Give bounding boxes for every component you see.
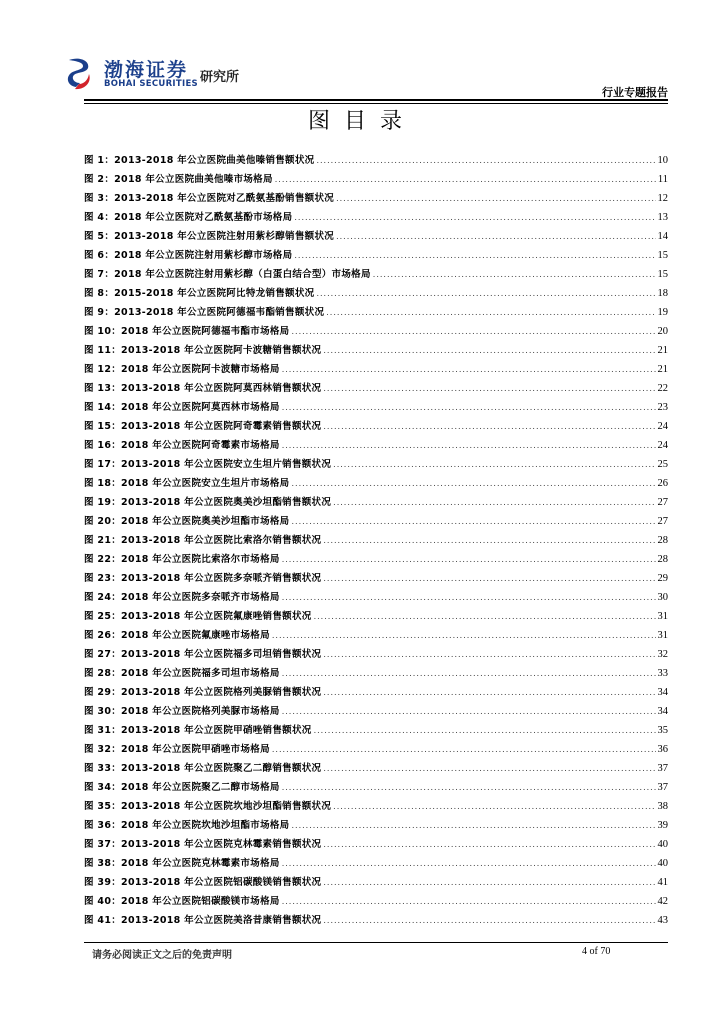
toc-dot-leader: [323, 916, 655, 925]
toc-entry-page: 33: [657, 668, 668, 679]
toc-entry-page: 35: [657, 725, 668, 736]
toc-dot-leader: [323, 422, 655, 431]
toc-entry-page: 18: [657, 288, 668, 299]
toc-entry[interactable]: [84, 684, 668, 703]
toc-entry[interactable]: [84, 665, 668, 684]
toc-entry[interactable]: [84, 171, 668, 190]
toc-entry-page: 22: [657, 383, 668, 394]
toc-entry-page: 34: [657, 687, 668, 698]
toc-dot-leader: [282, 365, 656, 374]
toc-entry-page: 27: [657, 516, 668, 527]
footer-disclaimer: 请务必阅读正文之后的免责声明: [92, 950, 232, 961]
toc-entry-label: 图 32：2018 年公立医院甲硝唑市场格局: [84, 744, 270, 755]
toc-entry-label: 图 36：2018 年公立医院坎地沙坦酯市场格局: [84, 820, 290, 831]
toc-entry-label: 图 21：2013-2018 年公立医院比索洛尔销售额状况: [84, 535, 322, 546]
toc-dot-leader: [282, 897, 656, 906]
toc-entry-label: 图 31：2013-2018 年公立医院甲硝唑销售额状况: [84, 725, 312, 736]
toc-entry[interactable]: [84, 342, 668, 361]
toc-entry-label: 图 12：2018 年公立医院阿卡波糖市场格局: [84, 364, 280, 375]
toc-entry[interactable]: [84, 741, 668, 760]
toc-entry[interactable]: [84, 380, 668, 399]
toc-entry-label: 图 1：2013-2018 年公立医院曲美他嗪销售额状况: [84, 155, 315, 166]
toc-entry-page: 13: [657, 212, 668, 223]
toc-entry-label: 图 10：2018 年公立医院阿德福韦酯市场格局: [84, 326, 290, 337]
toc-entry-label: 图 18：2018 年公立医院安立生坦片市场格局: [84, 478, 290, 489]
toc-entry[interactable]: [84, 323, 668, 342]
toc-dot-leader: [282, 555, 656, 564]
toc-entry-label: 图 6：2018 年公立医院注射用紫杉醇市场格局: [84, 250, 293, 261]
toc-dot-leader: [333, 498, 655, 507]
toc-entry[interactable]: [84, 570, 668, 589]
toc-entry-page: 41: [657, 877, 668, 888]
toc-entry[interactable]: [84, 874, 668, 893]
toc-entry[interactable]: [84, 760, 668, 779]
toc-entry-label: 图 4：2018 年公立医院对乙酰氨基酚市场格局: [84, 212, 293, 223]
toc-entry-label: 图 27：2013-2018 年公立医院福多司坦销售额状况: [84, 649, 322, 660]
toc-entry-page: 43: [657, 915, 668, 926]
toc-entry[interactable]: [84, 247, 668, 266]
toc-dot-leader: [291, 327, 655, 336]
report-type-label: 行业专题报告: [602, 86, 668, 99]
toc-dot-leader: [333, 460, 655, 469]
toc-dot-leader: [373, 270, 656, 279]
page-title: 图目录: [307, 109, 416, 134]
toc-entry-label: 图 30：2018 年公立医院格列美脲市场格局: [84, 706, 280, 717]
toc-dot-leader: [282, 669, 656, 678]
toc-dot-leader: [336, 232, 655, 241]
toc-entry[interactable]: [84, 475, 668, 494]
header-rule-thick: [84, 99, 668, 101]
toc-dot-leader: [333, 802, 655, 811]
toc-dot-leader: [291, 821, 655, 830]
toc-entry-page: 37: [657, 763, 668, 774]
toc-dot-leader: [282, 707, 656, 716]
toc-dot-leader: [314, 726, 656, 735]
figure-toc-list: [84, 152, 668, 931]
toc-dot-leader: [282, 403, 656, 412]
toc-dot-leader: [316, 289, 655, 298]
toc-entry-page: 20: [657, 326, 668, 337]
toc-entry-label: 图 34：2018 年公立医院聚乙二醇市场格局: [84, 782, 280, 793]
logo-chinese-name: 渤海证券: [104, 59, 189, 81]
toc-entry[interactable]: [84, 456, 668, 475]
toc-dot-leader: [323, 384, 655, 393]
toc-entry[interactable]: [84, 418, 668, 437]
toc-entry-label: 图 3：2013-2018 年公立医院对乙酰氨基酚销售额状况: [84, 193, 335, 204]
toc-entry-page: 24: [657, 440, 668, 451]
toc-entry-page: 37: [657, 782, 668, 793]
toc-entry-label: 图 23：2013-2018 年公立医院多奈哌齐销售额状况: [84, 573, 322, 584]
institute-label: 研究所: [200, 70, 240, 85]
footer-page-indicator: 4 of 70: [582, 946, 611, 957]
toc-entry-page: 40: [657, 839, 668, 850]
toc-entry-page: 42: [657, 896, 668, 907]
page-header: [0, 0, 724, 104]
toc-entry-label: 图 13：2013-2018 年公立医院阿莫西林销售额状况: [84, 383, 322, 394]
toc-entry[interactable]: [84, 209, 668, 228]
toc-entry[interactable]: [84, 513, 668, 532]
toc-entry-label: 图 9：2013-2018 年公立医院阿德福韦酯销售额状况: [84, 307, 325, 318]
toc-entry-page: 15: [657, 269, 668, 280]
toc-entry-label: 图 5：2013-2018 年公立医院注射用紫杉醇销售额状况: [84, 231, 335, 242]
toc-entry-label: 图 17：2013-2018 年公立医院安立生坦片销售额状况: [84, 459, 332, 470]
toc-entry-page: 26: [657, 478, 668, 489]
toc-entry-label: 图 33：2013-2018 年公立医院聚乙二醇销售额状况: [84, 763, 322, 774]
toc-dot-leader: [294, 213, 655, 222]
toc-dot-leader: [316, 156, 655, 165]
toc-entry-page: 14: [657, 231, 668, 242]
toc-entry-page: 30: [657, 592, 668, 603]
toc-dot-leader: [336, 194, 655, 203]
toc-entry-page: 34: [657, 706, 668, 717]
toc-entry-page: 27: [657, 497, 668, 508]
toc-entry-label: 图 28：2018 年公立医院福多司坦市场格局: [84, 668, 280, 679]
toc-entry[interactable]: [84, 399, 668, 418]
toc-entry-page: 36: [657, 744, 668, 755]
toc-entry-label: 图 8：2015-2018 年公立医院阿比特龙销售额状况: [84, 288, 315, 299]
toc-entry[interactable]: [84, 551, 668, 570]
toc-entry-label: 图 40：2018 年公立医院铝碳酸镁市场格局: [84, 896, 280, 907]
toc-entry-page: 21: [657, 364, 668, 375]
toc-entry-page: 29: [657, 573, 668, 584]
toc-entry[interactable]: [84, 589, 668, 608]
toc-entry-label: 图 20：2018 年公立医院奥美沙坦酯市场格局: [84, 516, 290, 527]
toc-dot-leader: [282, 441, 656, 450]
toc-entry-label: 图 2：2018 年公立医院曲美他嗪市场格局: [84, 174, 273, 185]
toc-entry-page: 39: [657, 820, 668, 831]
toc-entry[interactable]: [84, 361, 668, 380]
toc-entry-page: 28: [657, 535, 668, 546]
bohai-logo-icon: [66, 56, 92, 90]
toc-entry[interactable]: [84, 285, 668, 304]
toc-entry-page: 38: [657, 801, 668, 812]
footer-rule: [84, 942, 668, 943]
toc-entry[interactable]: [84, 304, 668, 323]
toc-dot-leader: [282, 593, 656, 602]
toc-entry[interactable]: [84, 893, 668, 912]
toc-entry[interactable]: [84, 855, 668, 874]
toc-entry-label: 图 16：2018 年公立医院阿奇霉素市场格局: [84, 440, 280, 451]
toc-dot-leader: [323, 650, 655, 659]
toc-entry[interactable]: [84, 703, 668, 722]
toc-entry[interactable]: [84, 152, 668, 171]
toc-entry[interactable]: [84, 608, 668, 627]
toc-entry-label: 图 37：2013-2018 年公立医院克林霉素销售额状况: [84, 839, 322, 850]
toc-entry-label: 图 22：2018 年公立医院比索洛尔市场格局: [84, 554, 280, 565]
toc-entry-label: 图 24：2018 年公立医院多奈哌齐市场格局: [84, 592, 280, 603]
toc-dot-leader: [291, 479, 655, 488]
toc-entry-page: 12: [657, 193, 668, 204]
toc-dot-leader: [272, 745, 656, 754]
toc-entry-page: 19: [657, 307, 668, 318]
toc-entry[interactable]: [84, 836, 668, 855]
toc-entry-page: 32: [657, 649, 668, 660]
toc-dot-leader: [323, 346, 655, 355]
toc-entry-page: 23: [657, 402, 668, 413]
toc-entry-label: 图 19：2013-2018 年公立医院奥美沙坦酯销售额状况: [84, 497, 332, 508]
toc-entry-label: 图 35：2013-2018 年公立医院坎地沙坦酯销售额状况: [84, 801, 332, 812]
toc-dot-leader: [275, 175, 656, 184]
toc-entry-page: 28: [657, 554, 668, 565]
toc-dot-leader: [282, 783, 656, 792]
toc-entry-page: 25: [657, 459, 668, 470]
toc-entry-page: 31: [657, 630, 668, 641]
toc-entry-page: 31: [657, 611, 668, 622]
toc-entry[interactable]: [84, 532, 668, 551]
toc-dot-leader: [314, 612, 656, 621]
toc-entry[interactable]: [84, 817, 668, 836]
toc-entry-label: 图 25：2013-2018 年公立医院氟康唑销售额状况: [84, 611, 312, 622]
logo-english-name: BOHAI SECURITIES: [104, 79, 198, 89]
toc-entry[interactable]: [84, 437, 668, 456]
toc-dot-leader: [323, 764, 655, 773]
toc-entry-page: 40: [657, 858, 668, 869]
toc-entry[interactable]: [84, 646, 668, 665]
toc-entry-label: 图 11：2013-2018 年公立医院阿卡波糖销售额状况: [84, 345, 322, 356]
toc-entry-page: 15: [657, 250, 668, 261]
toc-dot-leader: [294, 251, 655, 260]
toc-entry[interactable]: [84, 266, 668, 285]
toc-entry[interactable]: [84, 798, 668, 817]
toc-dot-leader: [323, 536, 655, 545]
toc-entry-label: 图 29：2013-2018 年公立医院格列美脲销售额状况: [84, 687, 322, 698]
toc-dot-leader: [272, 631, 656, 640]
toc-entry[interactable]: [84, 494, 668, 513]
toc-entry[interactable]: [84, 912, 668, 931]
toc-entry[interactable]: [84, 627, 668, 646]
toc-entry-page: 11: [657, 174, 668, 185]
toc-entry-page: 21: [657, 345, 668, 356]
toc-entry-label: 图 14：2018 年公立医院阿莫西林市场格局: [84, 402, 280, 413]
toc-entry-label: 图 39：2013-2018 年公立医院铝碳酸镁销售额状况: [84, 877, 322, 888]
toc-entry-label: 图 41：2013-2018 年公立医院美洛昔康销售额状况: [84, 915, 322, 926]
toc-entry[interactable]: [84, 190, 668, 209]
toc-dot-leader: [291, 517, 655, 526]
toc-dot-leader: [326, 308, 655, 317]
toc-dot-leader: [282, 859, 656, 868]
toc-entry-page: 10: [657, 155, 668, 166]
toc-entry-label: 图 15：2013-2018 年公立医院阿奇霉素销售额状况: [84, 421, 322, 432]
toc-dot-leader: [323, 574, 655, 583]
toc-entry-label: 图 26：2018 年公立医院氟康唑市场格局: [84, 630, 270, 641]
toc-entry[interactable]: [84, 722, 668, 741]
toc-dot-leader: [323, 688, 655, 697]
toc-entry[interactable]: [84, 779, 668, 798]
toc-dot-leader: [323, 878, 655, 887]
toc-dot-leader: [323, 840, 655, 849]
toc-entry[interactable]: [84, 228, 668, 247]
toc-entry-label: 图 7：2018 年公立医院注射用紫杉醇（白蛋白结合型）市场格局: [84, 269, 371, 280]
toc-entry-page: 24: [657, 421, 668, 432]
toc-entry-label: 图 38：2018 年公立医院克林霉素市场格局: [84, 858, 280, 869]
